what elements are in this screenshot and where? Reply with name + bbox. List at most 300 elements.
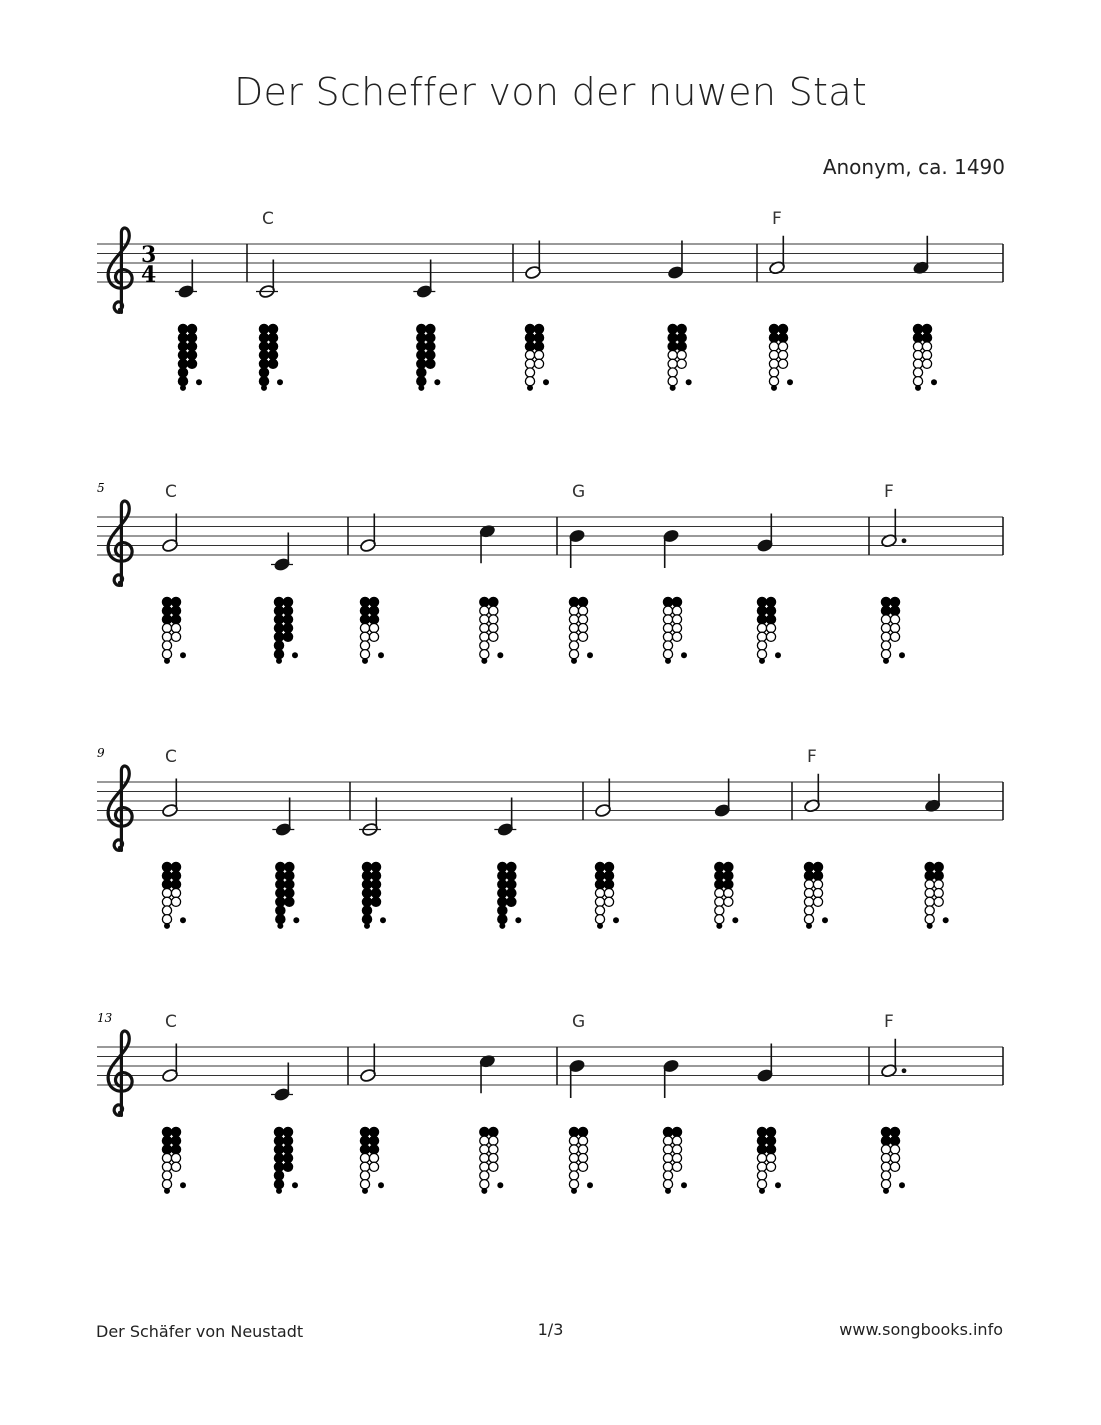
fingering-hole <box>480 1162 489 1171</box>
music-system <box>97 746 1003 929</box>
fingering-hole <box>771 385 777 391</box>
fingering-hole <box>362 889 371 898</box>
fingering-hole <box>804 871 813 880</box>
fingering-hole <box>668 333 677 342</box>
fingering-hole <box>724 862 733 871</box>
fingering-hole <box>890 1127 899 1136</box>
fingering-hole <box>171 897 180 906</box>
fingering-hole <box>480 615 489 624</box>
fingering-hole <box>371 862 380 871</box>
fingering-hole <box>569 632 578 641</box>
fingering-hole <box>417 324 426 333</box>
fingering-hole <box>171 1154 180 1163</box>
fingering-hole <box>724 871 733 880</box>
fingering-hole <box>757 1180 766 1189</box>
fingering-chart <box>595 862 619 929</box>
fingering-hole <box>162 1171 171 1180</box>
fingering-hole <box>292 1182 298 1188</box>
fingering-hole <box>672 1154 681 1163</box>
fingering-hole <box>766 1162 775 1171</box>
time-signature-bottom: 4 <box>141 262 157 288</box>
fingering-hole <box>164 658 170 664</box>
fingering-hole <box>360 1171 369 1180</box>
fingering-hole <box>804 906 813 915</box>
time-signature-top: 3 <box>141 242 157 268</box>
fingering-hole <box>915 385 921 391</box>
fingering-hole <box>595 915 604 924</box>
fingering-hole <box>259 368 268 377</box>
fingering-hole <box>178 359 187 368</box>
fingering-hole <box>881 1171 890 1180</box>
fingering-hole <box>757 606 766 615</box>
fingering-hole <box>283 1154 292 1163</box>
fingering-hole <box>934 897 943 906</box>
fingering-hole <box>569 606 578 615</box>
fingering-hole <box>899 652 905 658</box>
fingering-hole <box>681 1182 687 1188</box>
fingering-hole <box>766 1127 775 1136</box>
fingering-hole <box>604 897 613 906</box>
fingering-hole <box>899 1182 905 1188</box>
fingering-hole <box>274 1180 283 1189</box>
fingering-hole <box>434 379 440 385</box>
fingering-hole <box>715 897 724 906</box>
fingering-chart <box>663 597 687 664</box>
fingering-hole <box>164 923 170 929</box>
fingering-hole <box>426 324 435 333</box>
fingering-hole <box>668 342 677 351</box>
fingering-hole <box>371 880 380 889</box>
fingering-hole <box>417 333 426 342</box>
fingering-chart <box>925 862 949 929</box>
fingering-hole <box>283 1145 292 1154</box>
fingering-hole <box>498 862 507 871</box>
fingering-hole <box>369 632 378 641</box>
fingering-hole <box>362 1188 368 1194</box>
fingering-hole <box>813 880 822 889</box>
fingering-hole <box>883 658 889 664</box>
fingering-hole <box>274 650 283 659</box>
fingering-hole <box>804 889 813 898</box>
fingering-hole <box>274 641 283 650</box>
fingering-hole <box>757 1171 766 1180</box>
fingering-hole <box>672 1136 681 1145</box>
fingering-hole <box>274 615 283 624</box>
fingering-hole <box>663 1180 672 1189</box>
fingering-hole <box>769 377 778 386</box>
fingering-hole <box>360 1154 369 1163</box>
fingering-hole <box>360 650 369 659</box>
fingering-hole <box>715 880 724 889</box>
fingering-hole <box>180 917 186 923</box>
chord-symbol: F <box>884 482 894 502</box>
fingering-hole <box>187 342 196 351</box>
fingering-hole <box>498 871 507 880</box>
fingering-hole <box>481 658 487 664</box>
fingering-hole <box>778 333 787 342</box>
fingering-hole <box>578 632 587 641</box>
fingering-hole <box>362 897 371 906</box>
fingering-hole <box>274 1171 283 1180</box>
fingering-hole <box>369 615 378 624</box>
fingering-hole <box>672 1145 681 1154</box>
fingering-hole <box>178 377 187 386</box>
fingering-hole <box>378 652 384 658</box>
fingering-hole <box>285 862 294 871</box>
fingering-hole <box>881 1180 890 1189</box>
fingering-hole <box>604 889 613 898</box>
fingering-hole <box>766 624 775 633</box>
chord-symbol: C <box>165 747 177 767</box>
fingering-hole <box>274 1145 283 1154</box>
fingering-hole <box>480 650 489 659</box>
fingering-hole <box>525 324 534 333</box>
fingering-hole <box>507 889 516 898</box>
fingering-hole <box>360 1127 369 1136</box>
fingering-hole <box>881 597 890 606</box>
fingering-hole <box>371 897 380 906</box>
fingering-hole <box>913 368 922 377</box>
fingering-hole <box>480 624 489 633</box>
fingering-hole <box>569 624 578 633</box>
fingering-hole <box>934 889 943 898</box>
fingering-hole <box>715 871 724 880</box>
fingering-hole <box>292 652 298 658</box>
fingering-chart <box>162 862 186 929</box>
fingering-hole <box>881 615 890 624</box>
fingering-hole <box>360 624 369 633</box>
fingering-hole <box>162 1136 171 1145</box>
fingering-hole <box>922 333 931 342</box>
fingering-hole <box>716 923 722 929</box>
fingering-hole <box>525 351 534 360</box>
fingering-hole <box>285 880 294 889</box>
fingering-hole <box>569 1136 578 1145</box>
fingering-hole <box>668 351 677 360</box>
fingering-hole <box>171 1145 180 1154</box>
fingering-chart <box>162 597 186 664</box>
fingering-chart <box>362 862 386 929</box>
fingering-hole <box>686 379 692 385</box>
fingering-hole <box>171 889 180 898</box>
fingering-hole <box>497 652 503 658</box>
fingering-hole <box>715 906 724 915</box>
fingering-hole <box>766 615 775 624</box>
fingering-hole <box>362 862 371 871</box>
fingering-hole <box>417 377 426 386</box>
fingering-hole <box>663 632 672 641</box>
fingering-hole <box>360 1145 369 1154</box>
fingering-hole <box>489 606 498 615</box>
fingering-chart <box>913 324 937 391</box>
fingering-hole <box>677 333 686 342</box>
fingering-hole <box>663 641 672 650</box>
chord-symbol: F <box>807 747 817 767</box>
fingering-hole <box>171 871 180 880</box>
fingering-hole <box>171 632 180 641</box>
fingering-hole <box>360 641 369 650</box>
music-system <box>97 481 1003 664</box>
fingering-chart <box>360 1127 384 1194</box>
fingering-hole <box>672 624 681 633</box>
fingering-hole <box>757 650 766 659</box>
fingering-hole <box>595 897 604 906</box>
fingering-hole <box>881 1145 890 1154</box>
fingering-hole <box>369 606 378 615</box>
fingering-hole <box>171 1136 180 1145</box>
fingering-hole <box>481 1188 487 1194</box>
fingering-hole <box>171 1162 180 1171</box>
fingering-chart <box>757 597 781 664</box>
fingering-hole <box>595 880 604 889</box>
fingering-hole <box>480 1180 489 1189</box>
fingering-hole <box>890 606 899 615</box>
fingering-hole <box>525 342 534 351</box>
fingering-hole <box>913 324 922 333</box>
fingering-hole <box>283 1127 292 1136</box>
fingering-hole <box>276 658 282 664</box>
fingering-hole <box>934 880 943 889</box>
fingering-hole <box>162 624 171 633</box>
composer-credit: Anonym, ca. 1490 <box>822 155 1005 179</box>
fingering-hole <box>663 615 672 624</box>
fingering-hole <box>178 324 187 333</box>
fingering-hole <box>525 333 534 342</box>
fingering-hole <box>360 1136 369 1145</box>
fingering-hole <box>569 1154 578 1163</box>
fingering-hole <box>881 606 890 615</box>
fingering-hole <box>489 1145 498 1154</box>
fingering-hole <box>925 897 934 906</box>
fingering-hole <box>274 597 283 606</box>
fingering-hole <box>480 597 489 606</box>
fingering-hole <box>925 862 934 871</box>
chord-symbol: C <box>165 1012 177 1032</box>
fingering-hole <box>187 351 196 360</box>
fingering-hole <box>259 324 268 333</box>
fingering-hole <box>913 342 922 351</box>
fingering-chart <box>178 324 202 391</box>
fingering-hole <box>890 1154 899 1163</box>
fingering-hole <box>360 606 369 615</box>
fingering-hole <box>171 624 180 633</box>
fingering-hole <box>677 324 686 333</box>
fingering-hole <box>663 597 672 606</box>
fingering-hole <box>180 1182 186 1188</box>
fingering-hole <box>677 351 686 360</box>
measure-number: 13 <box>97 1011 113 1025</box>
fingering-hole <box>171 1127 180 1136</box>
fingering-hole <box>171 862 180 871</box>
fingering-hole <box>276 897 285 906</box>
fingering-hole <box>480 632 489 641</box>
fingering-hole <box>162 1145 171 1154</box>
fingering-hole <box>890 1162 899 1171</box>
fingering-hole <box>569 1127 578 1136</box>
fingering-hole <box>196 379 202 385</box>
fingering-hole <box>274 606 283 615</box>
fingering-hole <box>283 597 292 606</box>
fingering-chart <box>480 597 504 664</box>
fingering-hole <box>757 1154 766 1163</box>
fingering-hole <box>769 351 778 360</box>
fingering-hole <box>507 897 516 906</box>
fingering-chart <box>769 324 793 391</box>
fingering-hole <box>757 597 766 606</box>
fingering-hole <box>498 880 507 889</box>
fingering-hole <box>380 917 386 923</box>
fingering-hole <box>715 862 724 871</box>
fingering-hole <box>571 1188 577 1194</box>
fingering-hole <box>369 1162 378 1171</box>
fingering-hole <box>268 359 277 368</box>
fingering-hole <box>525 368 534 377</box>
fingering-chart <box>881 1127 905 1194</box>
fingering-hole <box>672 632 681 641</box>
fingering-chart <box>715 862 739 929</box>
fingering-hole <box>663 1127 672 1136</box>
fingering-hole <box>663 1171 672 1180</box>
fingering-hole <box>498 906 507 915</box>
fingering-hole <box>668 377 677 386</box>
fingering-hole <box>426 351 435 360</box>
fingering-hole <box>663 1154 672 1163</box>
fingering-hole <box>162 889 171 898</box>
fingering-hole <box>775 1182 781 1188</box>
fingering-hole <box>595 889 604 898</box>
fingering-hole <box>274 1127 283 1136</box>
fingering-hole <box>162 606 171 615</box>
fingering-hole <box>757 1127 766 1136</box>
fingering-hole <box>277 923 283 929</box>
fingering-hole <box>931 379 937 385</box>
fingering-hole <box>187 324 196 333</box>
fingering-hole <box>663 1136 672 1145</box>
fingering-hole <box>595 906 604 915</box>
fingering-hole <box>489 597 498 606</box>
fingering-hole <box>285 889 294 898</box>
fingering-chart <box>259 324 283 391</box>
fingering-hole <box>934 871 943 880</box>
fingering-hole <box>715 915 724 924</box>
fingering-hole <box>881 650 890 659</box>
fingering-hole <box>668 359 677 368</box>
music-system <box>97 1011 1003 1194</box>
fingering-hole <box>162 862 171 871</box>
fingering-hole <box>489 1136 498 1145</box>
fingering-hole <box>498 915 507 924</box>
fingering-hole <box>604 862 613 871</box>
fingering-chart <box>417 324 441 391</box>
fingering-hole <box>925 889 934 898</box>
fingering-hole <box>813 897 822 906</box>
fingering-hole <box>927 923 933 929</box>
fingering-hole <box>507 862 516 871</box>
fingering-hole <box>569 597 578 606</box>
fingering-hole <box>663 606 672 615</box>
fingering-hole <box>925 915 934 924</box>
fingering-chart <box>757 1127 781 1194</box>
fingering-hole <box>268 351 277 360</box>
fingering-hole <box>578 1127 587 1136</box>
fingering-hole <box>769 324 778 333</box>
fingering-hole <box>578 597 587 606</box>
fingering-hole <box>369 597 378 606</box>
augmentation-dot <box>902 538 907 543</box>
fingering-hole <box>360 615 369 624</box>
fingering-hole <box>569 650 578 659</box>
fingering-hole <box>162 1154 171 1163</box>
fingering-hole <box>534 342 543 351</box>
fingering-hole <box>925 871 934 880</box>
fingering-hole <box>480 1127 489 1136</box>
fingering-hole <box>274 1154 283 1163</box>
fingering-hole <box>787 379 793 385</box>
page-title: Der Scheffer von der nuwen Stat <box>233 70 868 114</box>
fingering-hole <box>426 359 435 368</box>
fingering-hole <box>922 351 931 360</box>
fingering-hole <box>489 1162 498 1171</box>
fingering-hole <box>813 871 822 880</box>
chord-symbol: C <box>165 482 177 502</box>
fingering-hole <box>578 624 587 633</box>
fingering-hole <box>283 624 292 633</box>
fingering-hole <box>489 624 498 633</box>
fingering-hole <box>277 379 283 385</box>
fingering-hole <box>507 880 516 889</box>
fingering-hole <box>804 862 813 871</box>
fingering-hole <box>569 641 578 650</box>
fingering-hole <box>276 889 285 898</box>
fingering-hole <box>171 597 180 606</box>
fingering-hole <box>274 624 283 633</box>
fingering-hole <box>913 359 922 368</box>
fingering-hole <box>587 652 593 658</box>
fingering-chart <box>276 862 300 929</box>
fingering-hole <box>757 1136 766 1145</box>
fingering-hole <box>757 1162 766 1171</box>
fingering-hole <box>426 342 435 351</box>
fingering-hole <box>804 880 813 889</box>
treble-clef <box>108 228 132 312</box>
fingering-hole <box>285 897 294 906</box>
fingering-hole <box>732 917 738 923</box>
fingering-hole <box>178 333 187 342</box>
treble-clef <box>108 766 132 850</box>
fingering-hole <box>813 862 822 871</box>
fingering-hole <box>187 359 196 368</box>
fingering-hole <box>285 871 294 880</box>
fingering-chart <box>663 1127 687 1194</box>
fingering-hole <box>813 889 822 898</box>
fingering-hole <box>569 1162 578 1171</box>
fingering-hole <box>489 615 498 624</box>
fingering-hole <box>162 871 171 880</box>
fingering-hole <box>276 871 285 880</box>
fingering-hole <box>162 597 171 606</box>
fingering-hole <box>525 359 534 368</box>
fingering-hole <box>162 1127 171 1136</box>
fingering-hole <box>283 632 292 641</box>
fingering-hole <box>489 1154 498 1163</box>
fingering-hole <box>369 1145 378 1154</box>
fingering-hole <box>276 1188 282 1194</box>
footer-song-title: Der Schäfer von Neustadt <box>96 1322 304 1341</box>
fingering-hole <box>663 624 672 633</box>
fingering-hole <box>378 1182 384 1188</box>
fingering-hole <box>171 615 180 624</box>
fingering-hole <box>766 1145 775 1154</box>
